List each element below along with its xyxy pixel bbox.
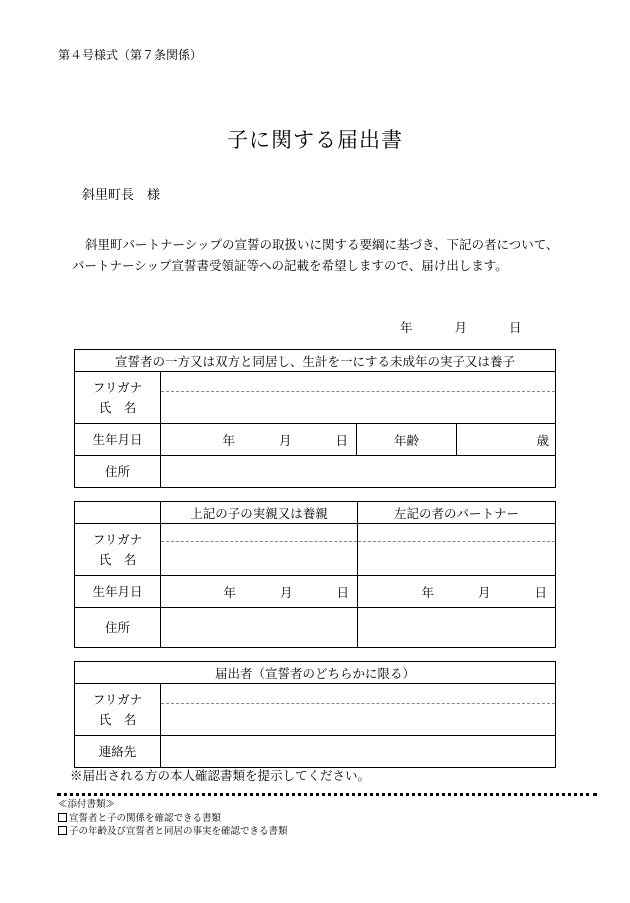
age-field[interactable] (457, 424, 556, 456)
month-unit: 月 (477, 584, 491, 600)
age-label: 年齢 (357, 424, 457, 456)
parent-table-corner (75, 502, 161, 524)
parent-birthdate-field[interactable] (161, 576, 358, 608)
partner-birthdate-field[interactable] (358, 576, 556, 608)
day-unit: 日 (534, 584, 547, 600)
body-text: 斜里町パートナーシップの宣誓の取扱いに関する要綱に基づき、下記の者について、パートナーシップ宣誓書受領証等への記載を希望しますので、届け出します。 (72, 237, 559, 273)
year-unit: 年 (222, 432, 235, 448)
checkbox-icon[interactable] (58, 826, 67, 835)
name-label-cell (75, 524, 161, 576)
contact-field[interactable] (161, 736, 556, 768)
partner-col-header: 左記の者のパートナー (358, 502, 556, 524)
child-address-field[interactable] (161, 456, 556, 488)
child-birthdate-field[interactable] (161, 424, 357, 456)
name-label-cell (75, 684, 161, 736)
attachments (58, 798, 288, 839)
year-unit: 年 (223, 584, 236, 600)
child-name-field[interactable] (161, 372, 556, 424)
birth-label: 生年月日 (75, 424, 161, 456)
parent-name-field[interactable] (161, 524, 358, 576)
name-label: 氏 名 (98, 711, 137, 727)
birth-label: 生年月日 (75, 576, 161, 608)
attachment-item: 宣誓者と子の関係を確認できる書類 (58, 812, 288, 826)
page-title: 子に関する届出書 (227, 128, 403, 152)
applicant-name-field[interactable] (161, 684, 556, 736)
day-unit: 日 (336, 584, 349, 600)
form-number: 第４号様式（第７条関係） (58, 48, 203, 62)
id-notice: ※届出される方の本人確認書類を提示してください。 (70, 768, 371, 783)
year-unit: 年 (421, 584, 434, 600)
name-label: 氏 名 (98, 551, 137, 567)
child-table-header: 宣誓者の一方又は双方と同居し、生計を一にする未成年の実子又は養子 (75, 350, 556, 372)
checkbox-icon[interactable] (58, 813, 67, 822)
addressee: 斜里町長 様 (82, 188, 161, 203)
address-label: 住所 (75, 608, 161, 648)
month-unit: 月 (279, 584, 293, 600)
name-label: 氏 名 (98, 399, 137, 415)
address-label: 住所 (75, 456, 161, 488)
date-month: 月 (454, 320, 468, 335)
name-label-cell (75, 372, 161, 424)
month-unit: 月 (278, 432, 292, 448)
date-year: 年 (400, 320, 413, 335)
date-day: 日 (509, 320, 522, 335)
parent-col-header: 上記の子の実親又は養親 (161, 502, 358, 524)
divider (57, 793, 597, 796)
furigana-label: フリガナ (92, 531, 143, 547)
furigana-label: フリガナ (92, 379, 143, 395)
applicant-table-header: 届出者（宣誓者のどちらかに限る） (75, 662, 556, 684)
child-table (74, 349, 556, 488)
applicant-table (74, 661, 556, 768)
partner-name-field[interactable] (358, 524, 556, 576)
day-unit: 日 (335, 432, 348, 448)
partner-address-field[interactable] (358, 608, 556, 648)
contact-label: 連絡先 (75, 736, 161, 768)
parent-address-field[interactable] (161, 608, 358, 648)
furigana-label: フリガナ (92, 691, 143, 707)
parent-table (74, 501, 556, 648)
attachments-title: ≪添付書類≫ (58, 799, 116, 810)
age-unit: 歳 (536, 432, 550, 448)
attachment-item: 子の年齢及び宣誓者と同居の事実を確認できる書類 (58, 825, 288, 839)
submission-date (400, 318, 522, 336)
